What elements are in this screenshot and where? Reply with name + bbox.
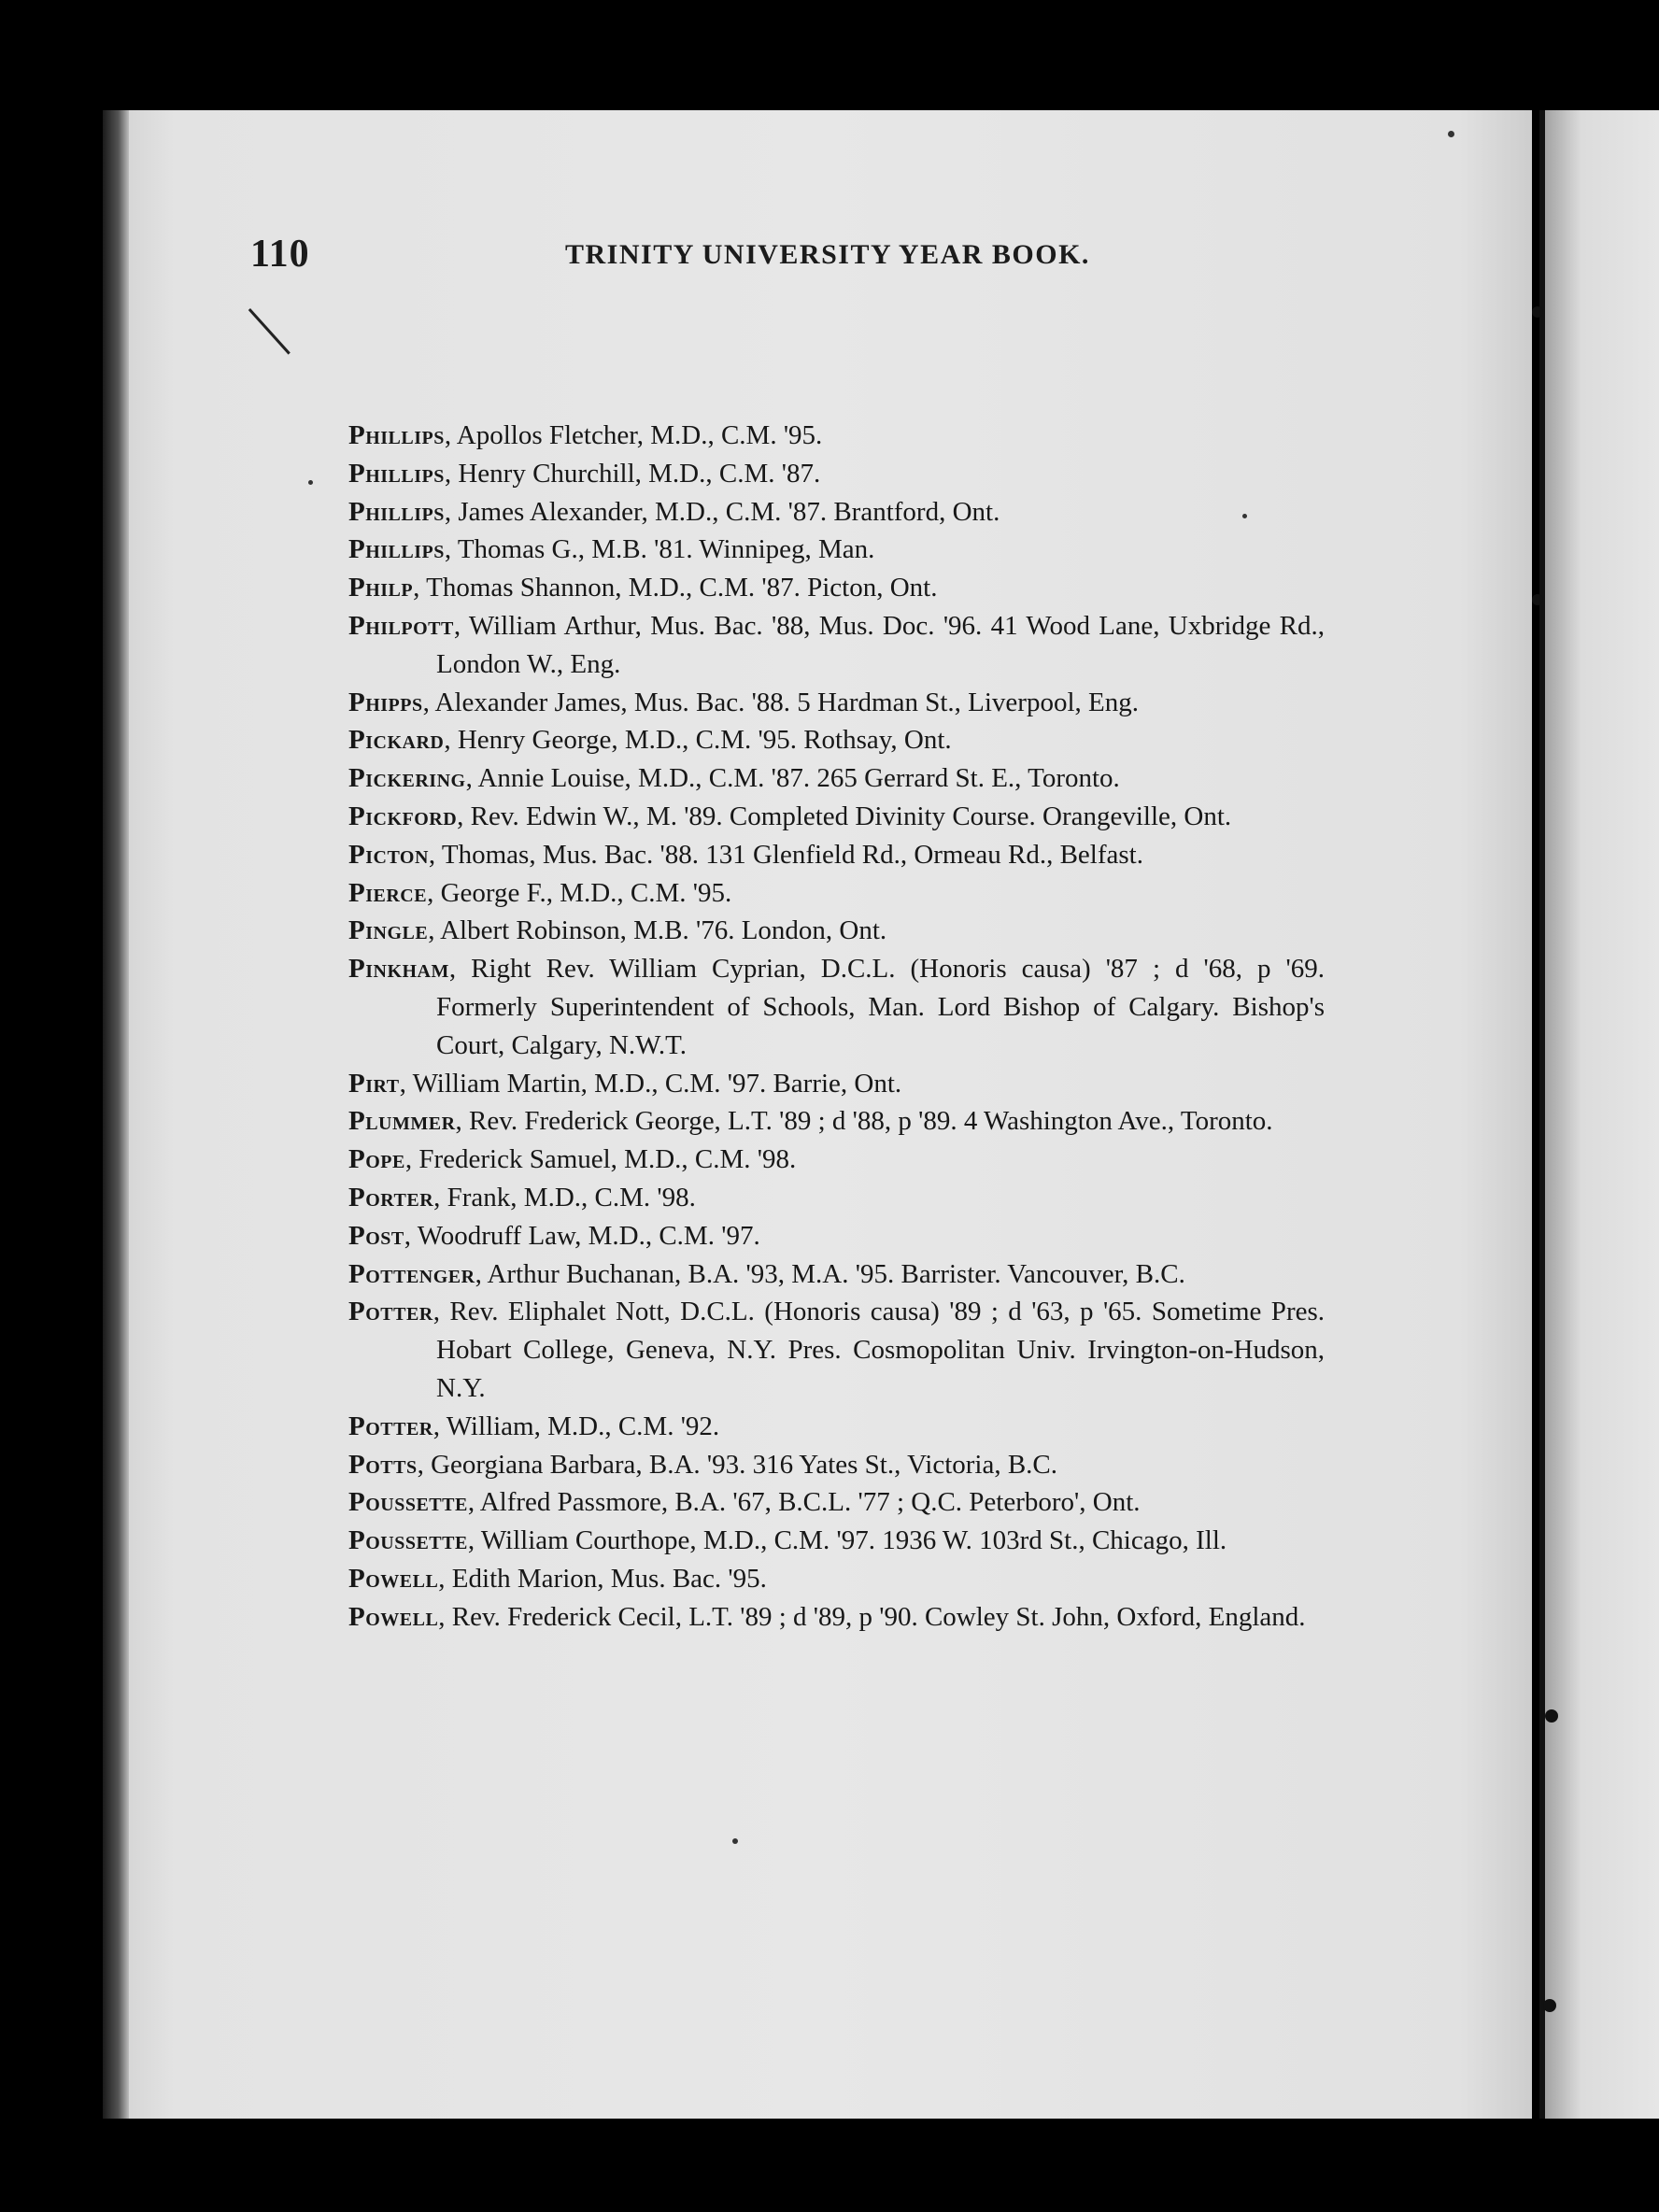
directory-entry: Powell, Edith Marion, Mus. Bac. '95.: [348, 1563, 767, 1594]
directory-entry: Pinkham, Right Rev. William Cyprian, D.C.L. (Honoris causa) '87 ; d '68, p '69. Formerly Superintendent of Schools, Man. Lord Bishop of Calgary. Bishop's Court, Calgary, N.W.T.: [348, 954, 1325, 1060]
scan-speck: [1545, 1709, 1558, 1723]
entry-details: Thomas G., M.B. '81. Winnipeg, Man.: [457, 534, 875, 565]
entry-surname: Pierce: [348, 877, 428, 908]
entry-details: Woodruff Law, M.D., C.M. '97.: [417, 1220, 760, 1251]
entry-details: Thomas Shannon, M.D., C.M. '87. Picton, Ont.: [426, 573, 938, 603]
directory-entry: Powell, Rev. Frederick Cecil, L.T. '89 ; d '89, p '90. Cowley St. John, Oxford, England.: [348, 1601, 1306, 1632]
directory-entry: Post, Woodruff Law, M.D., C.M. '97.: [348, 1220, 760, 1251]
entry-details: Alfred Passmore, B.A. '67, B.C.L. '77 ; Q.C. Peterboro', Ont.: [479, 1487, 1141, 1518]
entry-surname: Pingle: [348, 915, 429, 946]
directory-entry: Pickford, Rev. Edwin W., M. '89. Completed Divinity Course. Orangeville, Ont.: [348, 801, 1232, 831]
entry-details: Apollos Fletcher, M.D., C.M. '95.: [456, 420, 823, 450]
directory-entries: [348, 417, 1325, 1637]
entry-details: Arthur Buchanan, B.A. '93, M.A. '95. Barrister. Vancouver, B.C.: [487, 1258, 1185, 1289]
directory-entry: Phillips, Henry Churchill, M.D., C.M. '87.: [348, 458, 821, 489]
entry-surname: Powell: [348, 1563, 439, 1594]
directory-entry: Pottenger, Arthur Buchanan, B.A. '93, M.A. '95. Barrister. Vancouver, B.C.: [348, 1258, 1185, 1289]
entry-details: George F., M.D., C.M. '95.: [440, 877, 732, 908]
directory-entry: Phillips, James Alexander, M.D., C.M. '87. Brantford, Ont.: [348, 496, 1000, 527]
scan-speck: [1532, 594, 1543, 605]
scan-speck: [1532, 306, 1543, 318]
entry-details: James Alexander, M.D., C.M. '87. Brantford, Ont.: [458, 496, 1000, 527]
entry-surname: Pope: [348, 1144, 405, 1175]
entry-details: Thomas, Mus. Bac. '88. 131 Glenfield Rd., Ormeau Rd., Belfast.: [441, 839, 1143, 870]
page-header: [0, 232, 1659, 288]
entry-details: Georgiana Barbara, B.A. '93. 316 Yates St., Victoria, B.C.: [431, 1449, 1058, 1480]
entry-details: Edith Marion, Mus. Bac. '95.: [451, 1563, 767, 1594]
running-head: TRINITY UNIVERSITY YEAR BOOK.: [565, 239, 1090, 270]
directory-entry: Pirt, William Martin, M.D., C.M. '97. Barrie, Ont.: [348, 1068, 902, 1099]
entry-details: Annie Louise, M.D., C.M. '87. 265 Gerrard St. E., Toronto.: [477, 763, 1120, 794]
entry-surname: Phillips: [348, 496, 445, 527]
page-number: 110: [250, 233, 310, 276]
entry-details: William, M.D., C.M. '92.: [446, 1411, 720, 1441]
entry-details: Rev. Frederick Cecil, L.T. '89 ; d '89, p '90. Cowley St. John, Oxford, England.: [451, 1601, 1306, 1632]
entry-surname: Phipps: [348, 687, 423, 717]
entry-details: Rev. Frederick George, L.T. '89 ; d '88, p '89. 4 Washington Ave., Toronto.: [469, 1106, 1273, 1137]
entry-details: Henry Churchill, M.D., C.M. '87.: [458, 458, 821, 489]
entry-surname: Potter: [348, 1411, 433, 1441]
directory-entry: Pierce, George F., M.D., C.M. '95.: [348, 877, 732, 908]
directory-entry: Pickering, Annie Louise, M.D., C.M. '87. 265 Gerrard St. E., Toronto.: [348, 763, 1120, 794]
directory-entry: Poussette, Alfred Passmore, B.A. '67, B.C.L. '77 ; Q.C. Peterboro', Ont.: [348, 1487, 1141, 1518]
entry-surname: Pickard: [348, 725, 445, 756]
entry-details: William Martin, M.D., C.M. '97. Barrie, Ont.: [412, 1068, 902, 1099]
page-gutter-shadow: [103, 110, 129, 2119]
entry-surname: Plummer: [348, 1106, 456, 1137]
entry-surname: Pottenger: [348, 1258, 475, 1289]
entry-surname: Porter: [348, 1182, 434, 1212]
directory-entry: Porter, Frank, M.D., C.M. '98.: [348, 1182, 696, 1212]
entry-surname: Powell: [348, 1601, 439, 1632]
scan-speck: [1448, 131, 1454, 137]
directory-entry: Plummer, Rev. Frederick George, L.T. '89 ; d '88, p '89. 4 Washington Ave., Toronto.: [348, 1106, 1273, 1137]
entry-surname: Pickering: [348, 763, 466, 794]
entry-details: Frederick Samuel, M.D., C.M. '98.: [418, 1144, 797, 1175]
entry-surname: Poussette: [348, 1525, 468, 1556]
entry-details: Albert Robinson, M.B. '76. London, Ont.: [440, 915, 887, 946]
entry-surname: Pinkham: [348, 954, 449, 985]
entry-details: Henry George, M.D., C.M. '95. Rothsay, Ont.: [457, 725, 952, 756]
entry-surname: Philp: [348, 573, 414, 603]
entry-details: Right Rev. William Cyprian, D.C.L. (Honoris causa) '87 ; d '68, p '69. Formerly Superintendent of Schools, Man. Lord Bishop of Calgary. Bishop's Court, Calgary, N.W.T.: [436, 954, 1325, 1060]
entry-surname: Picton: [348, 839, 429, 870]
entry-details: Rev. Eliphalet Nott, D.C.L. (Honoris causa) '89 ; d '63, p '65. Sometime Pres. Hobart College, Geneva, N.Y. Pres. Cosmopolitan Univ. Irvington-on-Hudson, N.Y.: [436, 1297, 1326, 1403]
directory-entry: Pingle, Albert Robinson, M.B. '76. London, Ont.: [348, 915, 887, 946]
directory-entry: Potter, Rev. Eliphalet Nott, D.C.L. (Honoris causa) '89 ; d '63, p '65. Sometime Pres. Hobart College, Geneva, N.Y. Pres. Cosmopolitan Univ. Irvington-on-Hudson, N.Y.: [348, 1297, 1326, 1403]
directory-entry: Phillips, Apollos Fletcher, M.D., C.M. '95.: [348, 420, 823, 450]
entry-surname: Philpott: [348, 610, 454, 641]
entry-surname: Phillips: [348, 458, 445, 489]
entry-details: Frank, M.D., C.M. '98.: [447, 1182, 696, 1212]
entry-surname: Potter: [348, 1297, 433, 1327]
entry-details: Rev. Edwin W., M. '89. Completed Divinity Course. Orangeville, Ont.: [470, 801, 1232, 831]
entry-surname: Potts: [348, 1449, 418, 1480]
directory-entry: Philpott, William Arthur, Mus. Bac. '88, Mus. Doc. '96. 41 Wood Lane, Uxbridge Rd., London W., Eng.: [348, 610, 1325, 679]
entry-surname: Post: [348, 1220, 404, 1251]
directory-entry: Potter, William, M.D., C.M. '92.: [348, 1411, 720, 1441]
directory-entry: Pope, Frederick Samuel, M.D., C.M. '98.: [348, 1144, 797, 1175]
scan-speck: [732, 1838, 738, 1844]
directory-entry: Potts, Georgiana Barbara, B.A. '93. 316 Yates St., Victoria, B.C.: [348, 1449, 1058, 1480]
scan-speck: [308, 480, 313, 485]
directory-entry: Phipps, Alexander James, Mus. Bac. '88. 5 Hardman St., Liverpool, Eng.: [348, 687, 1139, 717]
scan-speck: [1543, 1999, 1556, 2012]
entry-details: William Arthur, Mus. Bac. '88, Mus. Doc. '96. 41 Wood Lane, Uxbridge Rd., London W., Eng.: [436, 610, 1325, 679]
entry-details: Alexander James, Mus. Bac. '88. 5 Hardman St., Liverpool, Eng.: [434, 687, 1139, 717]
entry-surname: Pirt: [348, 1068, 400, 1099]
entry-details: William Courthope, M.D., C.M. '97. 1936 W. 103rd St., Chicago, Ill.: [480, 1525, 1227, 1556]
directory-entry: Picton, Thomas, Mus. Bac. '88. 131 Glenfield Rd., Ormeau Rd., Belfast.: [348, 839, 1143, 870]
entry-surname: Phillips: [348, 534, 445, 565]
page-fold-line: [1539, 110, 1545, 2119]
adjacent-page-edge: [1539, 110, 1659, 2119]
entry-surname: Pickford: [348, 801, 458, 831]
directory-entry: Pickard, Henry George, M.D., C.M. '95. Rothsay, Ont.: [348, 725, 952, 756]
directory-entry: Poussette, William Courthope, M.D., C.M. '97. 1936 W. 103rd St., Chicago, Ill.: [348, 1525, 1227, 1556]
directory-entry: Philp, Thomas Shannon, M.D., C.M. '87. Picton, Ont.: [348, 573, 938, 603]
entry-surname: Phillips: [348, 420, 445, 450]
directory-entry: Phillips, Thomas G., M.B. '81. Winnipeg, Man.: [348, 534, 875, 565]
entry-surname: Poussette: [348, 1487, 468, 1518]
